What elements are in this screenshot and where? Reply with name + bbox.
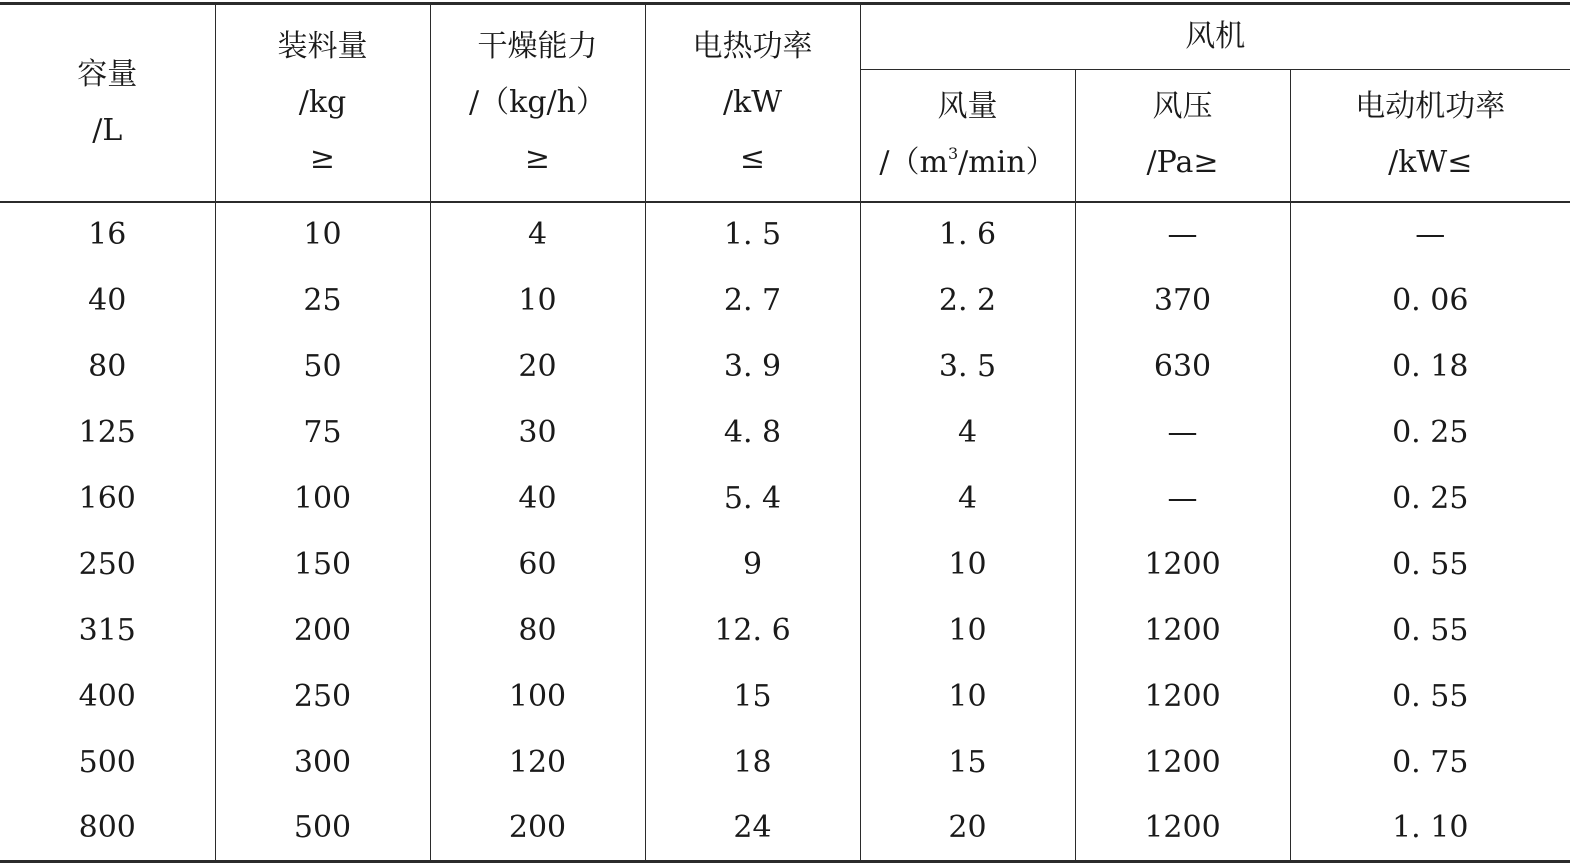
header-capacity: 容量 /L xyxy=(0,4,215,202)
cell-capacity: 160 xyxy=(78,480,136,516)
cell-load: 300 xyxy=(215,730,430,796)
cell-drying-capacity: 40 xyxy=(430,466,645,532)
cell-load: 200 xyxy=(215,598,430,664)
table-row xyxy=(0,400,1570,466)
cell-load: 500 xyxy=(215,796,430,862)
cell-motor-power: 0. 75 xyxy=(1290,730,1570,796)
cell-air-volume: 4 xyxy=(860,400,1075,466)
table-row xyxy=(0,334,1570,400)
cell-air-pressure: 1200 xyxy=(1075,598,1290,664)
cell-air-volume: 1. 6 xyxy=(860,202,1075,268)
header-fan-group: 风机 xyxy=(860,4,1570,70)
cell-drying-capacity: 80 xyxy=(430,598,645,664)
header-motor-power: 电动机功率 /kW≤ xyxy=(1290,70,1570,202)
cell-load: 100 xyxy=(215,466,430,532)
cell-air-volume: 20 xyxy=(860,796,1075,862)
cell-air-pressure: 1200 xyxy=(1075,664,1290,730)
cell-heating-power: 3. 9 xyxy=(645,334,860,400)
cell-air-pressure: 630 xyxy=(1075,334,1290,400)
cell-motor-power: 0. 18 xyxy=(1290,334,1570,400)
cell-load: 250 xyxy=(215,664,430,730)
table-body xyxy=(0,202,1570,862)
cell-air-pressure: — xyxy=(1075,400,1290,466)
cell-air-pressure: — xyxy=(1075,466,1290,532)
cell-capacity: 400 xyxy=(78,678,136,714)
cell-heating-power: 18 xyxy=(645,730,860,796)
table-row xyxy=(0,202,1570,268)
header-drying-capacity: 干燥能力 /（kg/h） ≥ xyxy=(430,4,645,202)
cell-capacity: 800 xyxy=(0,796,215,862)
cell-heating-power: 15 xyxy=(645,664,860,730)
header-air-pressure: 风压 /Pa≥ xyxy=(1075,70,1290,202)
cell-capacity: 125 xyxy=(78,414,136,450)
header-heating-power: 电热功率 /kW ≤ xyxy=(645,4,860,202)
cell-drying-capacity: 20 xyxy=(430,334,645,400)
header-row-1 xyxy=(0,4,1570,70)
table-row xyxy=(0,598,1570,664)
cell-load: 150 xyxy=(215,532,430,598)
cell-capacity: 16 xyxy=(88,217,127,252)
cell-heating-power: 12. 6 xyxy=(645,598,860,664)
cell-motor-power: 0. 55 xyxy=(1290,532,1570,598)
cell-air-volume: 4 xyxy=(860,466,1075,532)
cell-motor-power: 0. 25 xyxy=(1290,400,1570,466)
dryer-spec-table xyxy=(0,2,1570,863)
cell-motor-power: 0. 06 xyxy=(1290,268,1570,334)
cell-air-pressure: — xyxy=(1075,202,1290,268)
cell-air-volume: 10 xyxy=(860,598,1075,664)
cell-heating-power: 5. 4 xyxy=(645,466,860,532)
cell-motor-power: 0. 55 xyxy=(1290,598,1570,664)
cell-air-volume: 10 xyxy=(860,532,1075,598)
cell-capacity: 315 xyxy=(78,612,136,648)
cell-drying-capacity: 60 xyxy=(430,532,645,598)
cell-drying-capacity: 120 xyxy=(430,730,645,796)
table-row xyxy=(0,466,1570,532)
cell-load: 25 xyxy=(215,268,430,334)
cell-air-pressure: 1200 xyxy=(1075,730,1290,796)
table-row xyxy=(0,268,1570,334)
cell-air-pressure: 1200 xyxy=(1075,796,1290,862)
cell-load: 75 xyxy=(215,400,430,466)
header-air-volume: 风量 $/(m^3/\min)$ xyxy=(860,70,1075,202)
cell-motor-power: 0. 55 xyxy=(1290,664,1570,730)
cell-motor-power: 0. 25 xyxy=(1290,466,1570,532)
table-row xyxy=(0,664,1570,730)
cell-heating-power: 4. 8 xyxy=(645,400,860,466)
header-load: 装料量 /kg ≥ xyxy=(215,4,430,202)
cell-drying-capacity: 30 xyxy=(430,400,645,466)
cell-load: 50 xyxy=(215,334,430,400)
table-row xyxy=(0,730,1570,796)
cell-capacity: 250 xyxy=(78,546,136,582)
cell-capacity: 40 xyxy=(88,282,127,318)
cell-air-pressure: 370 xyxy=(1075,268,1290,334)
cell-capacity: 500 xyxy=(78,744,136,780)
cell-air-volume: 2. 2 xyxy=(860,268,1075,334)
table-row xyxy=(0,532,1570,598)
table-row xyxy=(0,796,1570,862)
cell-air-volume: 10 xyxy=(860,664,1075,730)
cell-air-volume: 15 xyxy=(860,730,1075,796)
cell-drying-capacity: 4 xyxy=(430,202,645,268)
cell-drying-capacity: 100 xyxy=(430,664,645,730)
cell-air-pressure: 1200 xyxy=(1075,532,1290,598)
cell-air-volume: 3. 5 xyxy=(860,334,1075,400)
cell-load: 10 xyxy=(215,202,430,268)
cell-heating-power: 9 xyxy=(645,532,860,598)
cell-heating-power: 1. 5 xyxy=(645,202,860,268)
cell-motor-power: — xyxy=(1290,202,1570,268)
cell-heating-power: 24 xyxy=(645,796,860,862)
cell-motor-power: 1. 10 xyxy=(1290,796,1570,862)
cell-drying-capacity: 10 xyxy=(430,268,645,334)
cell-heating-power: 2. 7 xyxy=(645,268,860,334)
cell-capacity: 80 xyxy=(88,348,127,384)
cell-drying-capacity: 200 xyxy=(430,796,645,862)
